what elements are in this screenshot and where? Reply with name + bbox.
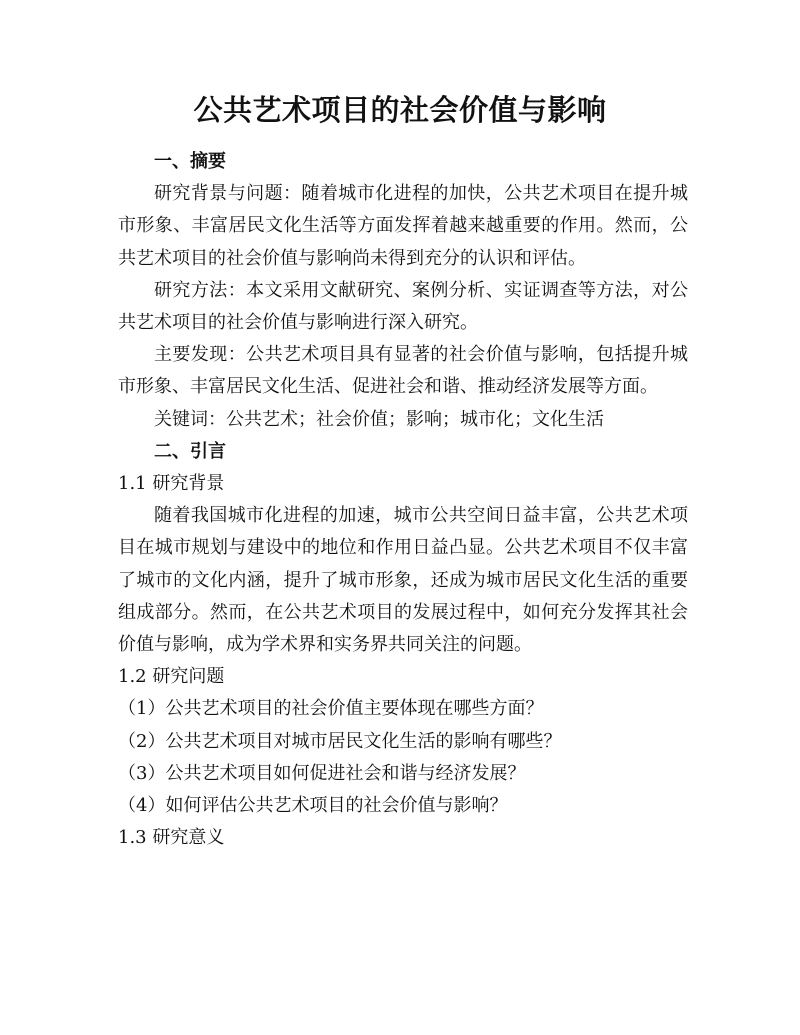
research-question-item: （2）公共艺术项目对城市居民文化生活的影响有哪些？ (118, 730, 562, 752)
abstract-background-paragraph: 研究背景与问题：随着城市化进程的加快，公共艺术项目在提升城市形象、丰富居民文化生活等方面发挥着越来越重要的作用。然而，公共艺术项目的社会价值与影响尚未得到充分的认识和评估。 (118, 183, 688, 269)
abstract-findings-paragraph: 主要发现：公共艺术项目具有显著的社会价值与影响，包括提升城市形象、丰富居民文化生活、促进社会和谐、推动经济发展等方面。 (118, 344, 688, 398)
subsection-heading-questions: 1.2 研究问题 (118, 666, 225, 688)
introduction-heading: 二、引言 (154, 440, 226, 462)
document-body (118, 146, 688, 854)
research-question-item: （4）如何评估公共艺术项目的社会价值与影响？ (118, 795, 508, 817)
research-question-item: （1）公共艺术项目的社会价值主要体现在哪些方面？ (118, 698, 544, 720)
subsection-heading-significance: 1.3 研究意义 (118, 827, 225, 849)
subsection-heading-background: 1.1 研究背景 (118, 473, 225, 495)
document-title: 公共艺术项目的社会价值与影响 (193, 93, 607, 127)
abstract-keywords: 关键词：公共艺术；社会价值；影响；城市化；文化生活 (154, 408, 604, 430)
abstract-heading: 一、摘要 (154, 151, 226, 172)
abstract-methods-paragraph: 研究方法：本文采用文献研究、案例分析、实证调查等方法，对公共艺术项目的社会价值与影响进行深入研究。 (118, 279, 688, 334)
research-question-item: （3）公共艺术项目如何促进社会和谐与经济发展？ (118, 762, 526, 784)
background-paragraph: 随着我国城市化进程的加速，城市公共空间日益丰富，公共艺术项目在城市规划与建设中的地位和作用日益凸显。公共艺术项目不仅丰富了城市的文化内涵，提升了城市形象，还成为城市居民文化生活的重要组成部分。然而，在公共艺术项目的发展过程中，如何充分发挥其社会价值与影响，成为学术界和实务界共同关注的问题。 (118, 505, 688, 656)
